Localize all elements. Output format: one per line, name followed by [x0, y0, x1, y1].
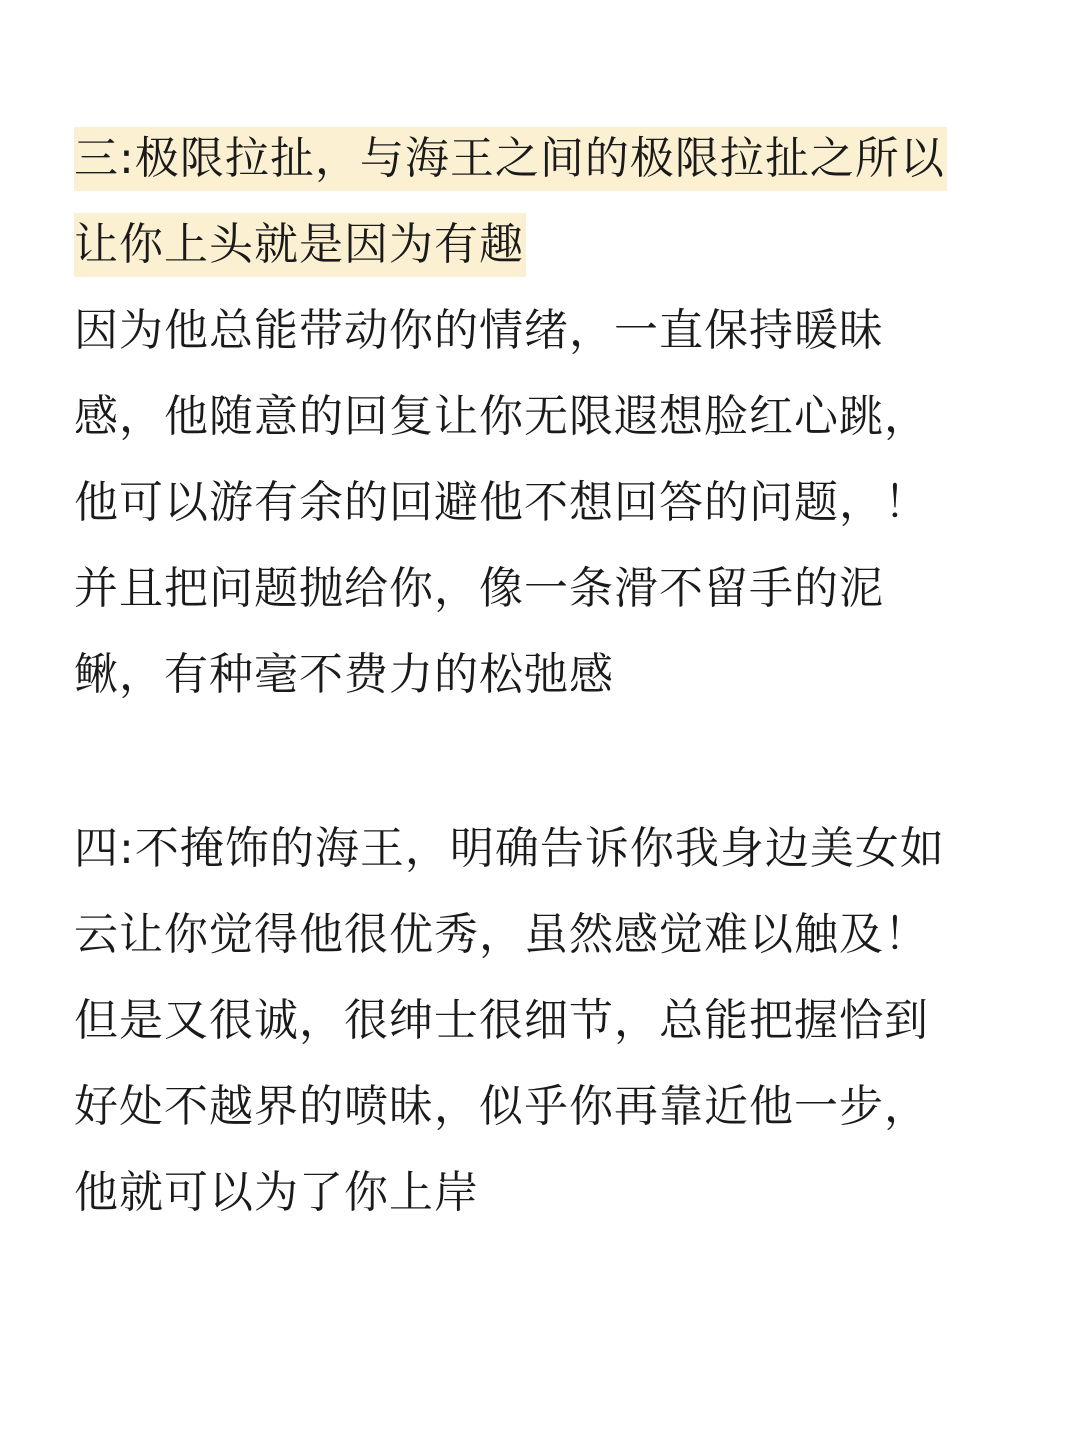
paragraph-line: 四:不掩饰的海王，明确告诉你我身边美女如: [74, 823, 945, 874]
paragraph-line: 因为他总能带动你的情绪，一直保持暖昧: [74, 305, 884, 356]
paragraph-line: 并且把问题抛给你，像一条滑不留手的泥: [74, 563, 884, 614]
section3-heading-line2: [74, 202, 526, 288]
paragraph-line: 感，他随意的回复让你无限遐想脸红心跳，: [74, 391, 929, 442]
paragraph-line: 好处不越界的喷昧，似乎你再靠近他一步，: [74, 1081, 929, 1132]
section3-heading-line1: [74, 116, 947, 202]
paragraph-line: 云让你觉得他很优秀，虽然感觉难以触及！: [74, 909, 929, 960]
paragraph-line: 鳅，有种毫不费力的松弛感: [74, 649, 614, 700]
highlight-text: 让你上头就是因为有趣: [74, 213, 526, 277]
paragraph-line: 他可以游有余的回避他不想回答的问题，！: [74, 477, 929, 528]
highlight-text: 三:极限拉扯，与海王之间的极限拉扯之所以: [74, 127, 947, 191]
paragraph-line: 他就可以为了你上岸: [74, 1167, 479, 1218]
paragraph-line: 但是又很诚，很绅士很细节，总能把握恰到: [74, 995, 929, 1046]
